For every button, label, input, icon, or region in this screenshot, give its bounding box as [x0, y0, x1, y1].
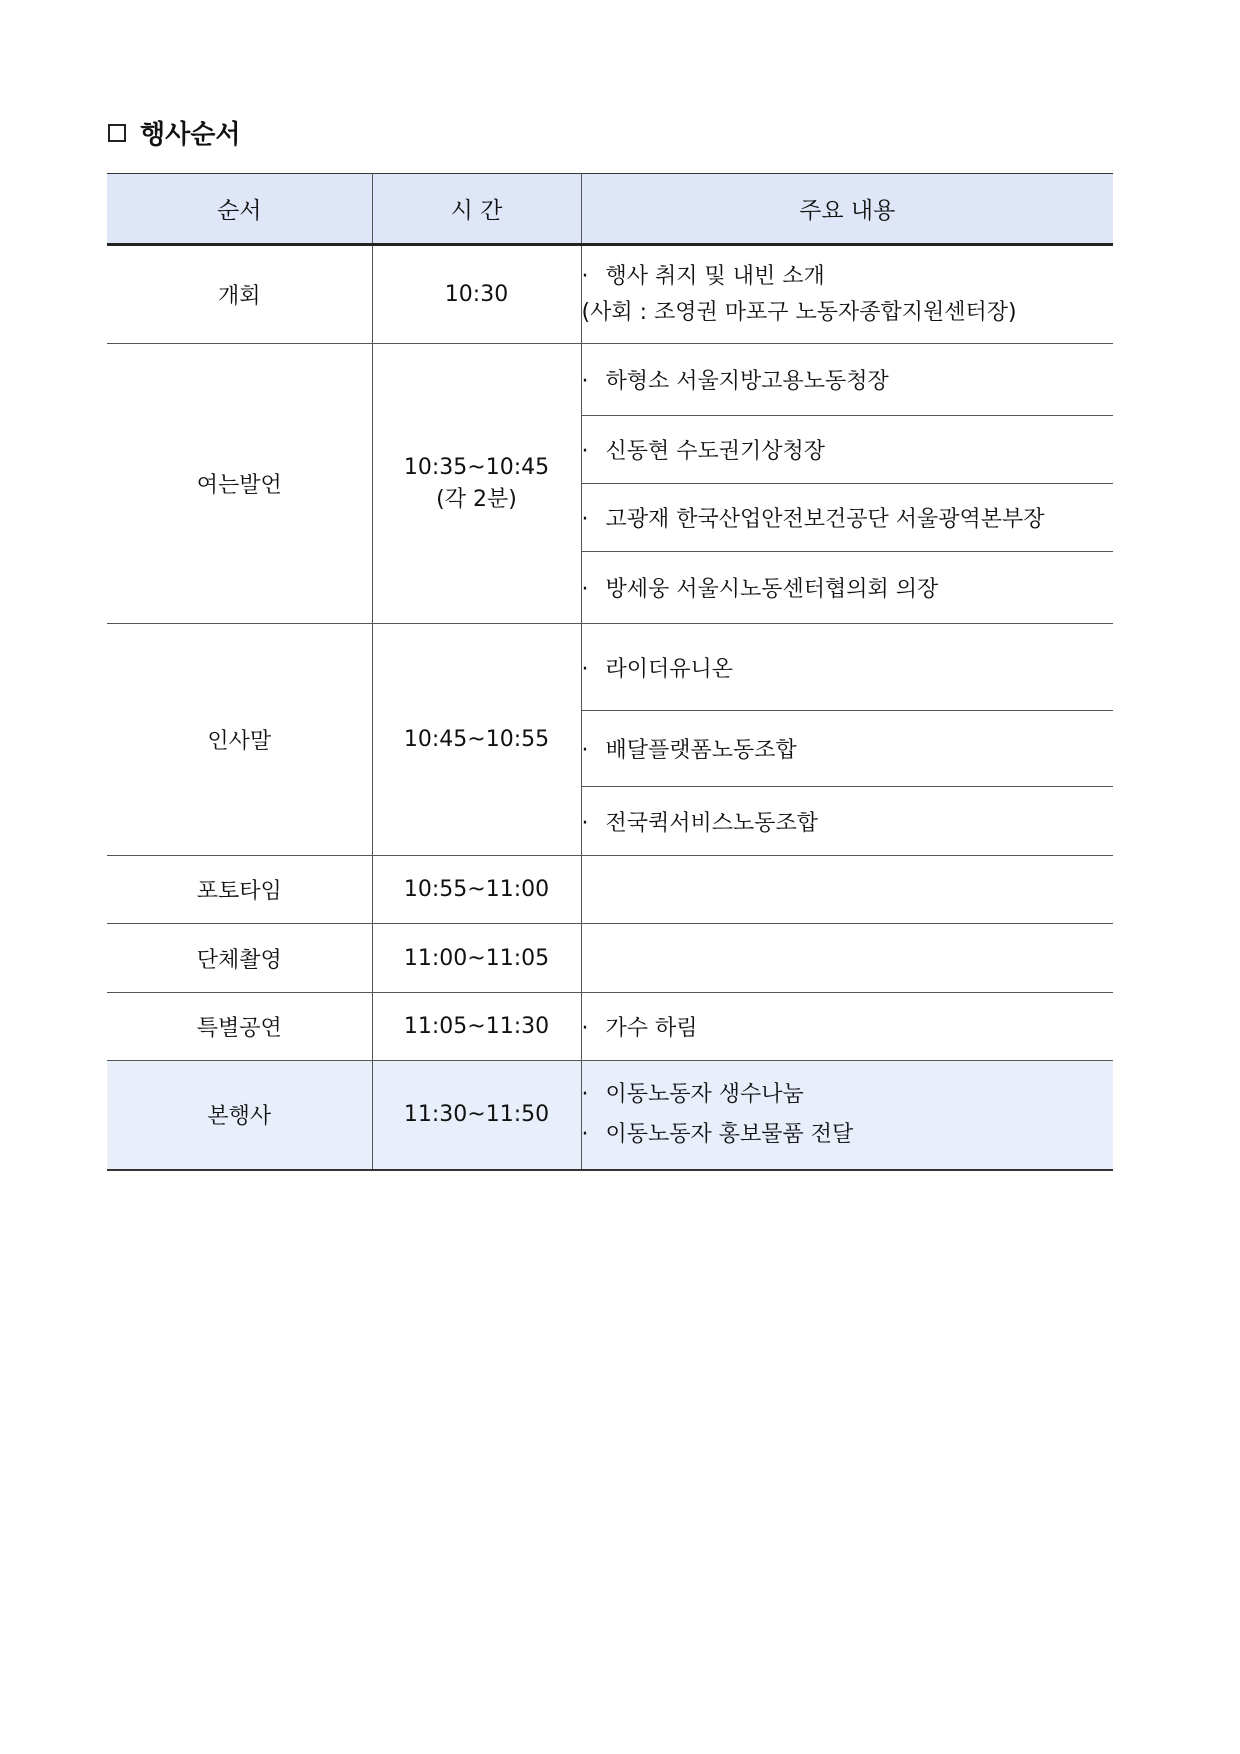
time-cell: 11:00~11:05	[372, 924, 581, 993]
table-row-main-event	[107, 1061, 1113, 1170]
time-cell: 10:45~10:55	[372, 624, 581, 856]
bullet: ·	[581, 577, 589, 602]
order-cell: 본행사	[107, 1061, 372, 1170]
time-text: 10:35~10:45	[403, 454, 550, 480]
content-cell	[581, 245, 1113, 344]
bullet: ·	[581, 263, 589, 289]
content-cell	[581, 1061, 1113, 1170]
table-row-greetings	[107, 624, 1113, 711]
bullet: ·	[581, 439, 589, 464]
content-cell	[581, 856, 1113, 924]
item-text: 고광재 한국산업안전보건공단 서울광역본부장	[605, 507, 1045, 532]
schedule-table	[107, 173, 1113, 1171]
order-cell: 여는발언	[107, 344, 372, 624]
bullet: ·	[581, 1121, 589, 1147]
content-cell	[581, 993, 1113, 1061]
content-cell	[581, 416, 1113, 484]
bullet: ·	[581, 656, 589, 682]
item-note: (사회 : 조영권 마포구 노동자종합지원센터장)	[581, 299, 1017, 325]
order-cell: 인사말	[107, 624, 372, 856]
item-text: 배달플랫폼노동조합	[605, 738, 797, 763]
order-cell: 단체촬영	[107, 924, 372, 993]
item-text: 이동노동자 홍보물품 전달	[605, 1121, 854, 1147]
table-row-group-photo	[107, 924, 1113, 993]
header-order: 순서	[107, 174, 372, 245]
time-cell	[372, 344, 581, 624]
bullet: ·	[581, 369, 589, 394]
table-row-photo	[107, 856, 1113, 924]
bullet: ·	[581, 738, 589, 763]
bullet: ·	[581, 810, 589, 836]
header-content: 주요 내용	[581, 174, 1113, 245]
order-cell: 특별공연	[107, 993, 372, 1061]
content-cell	[581, 624, 1113, 711]
time-cell: 10:55~11:00	[372, 856, 581, 924]
item-text: 하형소 서울지방고용노동청장	[605, 369, 889, 394]
item-text: 가수 하림	[605, 1016, 698, 1041]
bullet: ·	[581, 1016, 589, 1041]
table-row-opening	[107, 245, 1113, 344]
content-cell	[581, 344, 1113, 416]
table-header-row	[107, 174, 1113, 245]
content-cell	[581, 787, 1113, 856]
bullet: ·	[581, 507, 589, 532]
bullet: ·	[581, 1081, 589, 1107]
item-text: 이동노동자 생수나눔	[605, 1081, 804, 1107]
order-cell: 포토타임	[107, 856, 372, 924]
section-title-text: 행사순서	[140, 120, 241, 150]
item-text: 행사 취지 및 내빈 소개	[605, 263, 825, 289]
content-cell	[581, 484, 1113, 552]
item-text: 라이더유니온	[605, 656, 734, 682]
content-cell	[581, 924, 1113, 993]
content-cell	[581, 552, 1113, 624]
header-time: 시 간	[372, 174, 581, 245]
time-cell: 11:05~11:30	[372, 993, 581, 1061]
order-cell: 개회	[107, 245, 372, 344]
time-cell: 10:30	[372, 245, 581, 344]
time-cell: 11:30~11:50	[372, 1061, 581, 1170]
table-row-performance	[107, 993, 1113, 1061]
content-cell	[581, 711, 1113, 787]
time-note: (각 2분)	[436, 486, 517, 512]
checkbox-square-icon	[108, 124, 126, 142]
item-text: 방세웅 서울시노동센터협의회 의장	[605, 577, 939, 602]
item-text: 전국퀵서비스노동조합	[605, 810, 819, 836]
section-title	[108, 114, 240, 151]
item-text: 신동현 수도권기상청장	[605, 439, 826, 464]
table-row-speeches	[107, 344, 1113, 416]
